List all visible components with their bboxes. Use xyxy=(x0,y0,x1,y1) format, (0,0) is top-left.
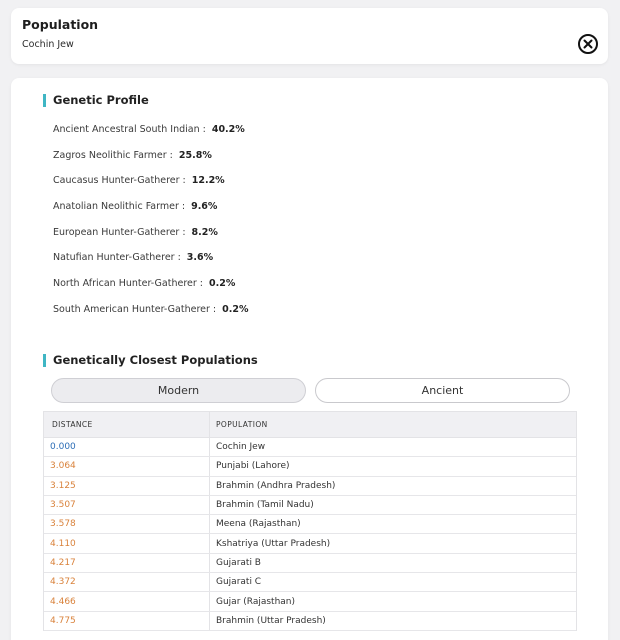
profile-label: Natufian Hunter-Gatherer : xyxy=(53,252,181,263)
tab-modern[interactable]: Modern xyxy=(51,378,306,403)
table-row[interactable] xyxy=(44,438,576,457)
population-header-card xyxy=(11,8,608,64)
table-row[interactable] xyxy=(44,477,576,496)
profile-label: Ancient Ancestral South Indian : xyxy=(53,124,206,135)
distance-cell: 3.125 xyxy=(44,477,210,495)
profile-value: 3.6% xyxy=(186,252,214,263)
profile-row xyxy=(53,124,245,135)
table-row[interactable] xyxy=(44,457,576,476)
population-cell: Gujarati B xyxy=(216,557,261,568)
profile-value: 8.2% xyxy=(191,227,218,238)
distance-cell: 4.110 xyxy=(44,534,210,552)
distance-cell: 0.000 xyxy=(44,438,210,456)
distance-cell: 4.217 xyxy=(44,554,210,572)
profile-value: 0.2% xyxy=(209,278,236,289)
genetic-profile-title: Genetic Profile xyxy=(43,94,149,107)
profile-row xyxy=(53,278,235,289)
profile-label: Zagros Neolithic Farmer : xyxy=(53,150,173,161)
population-cell: Meena (Rajasthan) xyxy=(216,519,301,530)
column-header-distance: DISTANCE xyxy=(44,412,210,437)
profile-row xyxy=(53,201,217,212)
closest-populations-table xyxy=(43,411,577,631)
profile-row xyxy=(53,150,212,161)
population-cell: Kshatriya (Uttar Pradesh) xyxy=(216,538,331,549)
table-header xyxy=(44,411,576,438)
profile-value: 25.8% xyxy=(178,150,212,161)
profile-row xyxy=(53,175,225,186)
profile-row xyxy=(53,252,213,263)
details-card xyxy=(11,78,608,640)
table-row[interactable] xyxy=(44,534,576,553)
table-row[interactable] xyxy=(44,496,576,515)
tab-ancient[interactable]: Ancient xyxy=(315,378,570,403)
population-label: Population xyxy=(22,17,99,32)
population-cell: Punjabi (Lahore) xyxy=(216,461,290,472)
table-row[interactable] xyxy=(44,573,576,592)
table-row[interactable] xyxy=(44,592,576,611)
distance-cell: 4.466 xyxy=(44,592,210,610)
population-cell: Brahmin (Uttar Pradesh) xyxy=(216,615,326,626)
profile-label: European Hunter-Gatherer : xyxy=(53,227,186,238)
distance-cell: 3.507 xyxy=(44,496,210,514)
profile-value: 12.2% xyxy=(191,175,225,186)
population-cell: Gujar (Rajasthan) xyxy=(216,596,296,607)
table-row[interactable] xyxy=(44,515,576,534)
table-row[interactable] xyxy=(44,554,576,573)
distance-cell: 4.775 xyxy=(44,612,210,630)
population-name: Cochin Jew xyxy=(22,39,74,50)
distance-cell: 3.578 xyxy=(44,515,210,533)
profile-value: 9.6% xyxy=(191,201,218,212)
close-icon xyxy=(583,39,593,49)
close-button[interactable] xyxy=(578,34,598,54)
population-cell: Brahmin (Andhra Pradesh) xyxy=(216,480,336,491)
profile-value: 40.2% xyxy=(211,124,245,135)
profile-label: Anatolian Neolithic Farmer : xyxy=(53,201,186,212)
table-row[interactable] xyxy=(44,612,576,631)
closest-populations-title: Genetically Closest Populations xyxy=(43,354,258,367)
population-cell: Cochin Jew xyxy=(216,442,266,453)
column-header-population: POPULATION xyxy=(216,420,268,429)
profile-value: 0.2% xyxy=(222,304,249,315)
distance-cell: 3.064 xyxy=(44,457,210,475)
profile-label: North African Hunter-Gatherer : xyxy=(53,278,203,289)
profile-label: South American Hunter-Gatherer : xyxy=(53,304,217,315)
population-cell: Gujarati C xyxy=(216,577,262,588)
profile-row xyxy=(53,304,249,315)
population-cell: Brahmin (Tamil Nadu) xyxy=(216,500,314,511)
profile-label: Caucasus Hunter-Gatherer : xyxy=(53,175,186,186)
distance-cell: 4.372 xyxy=(44,573,210,591)
profile-row xyxy=(53,227,218,238)
